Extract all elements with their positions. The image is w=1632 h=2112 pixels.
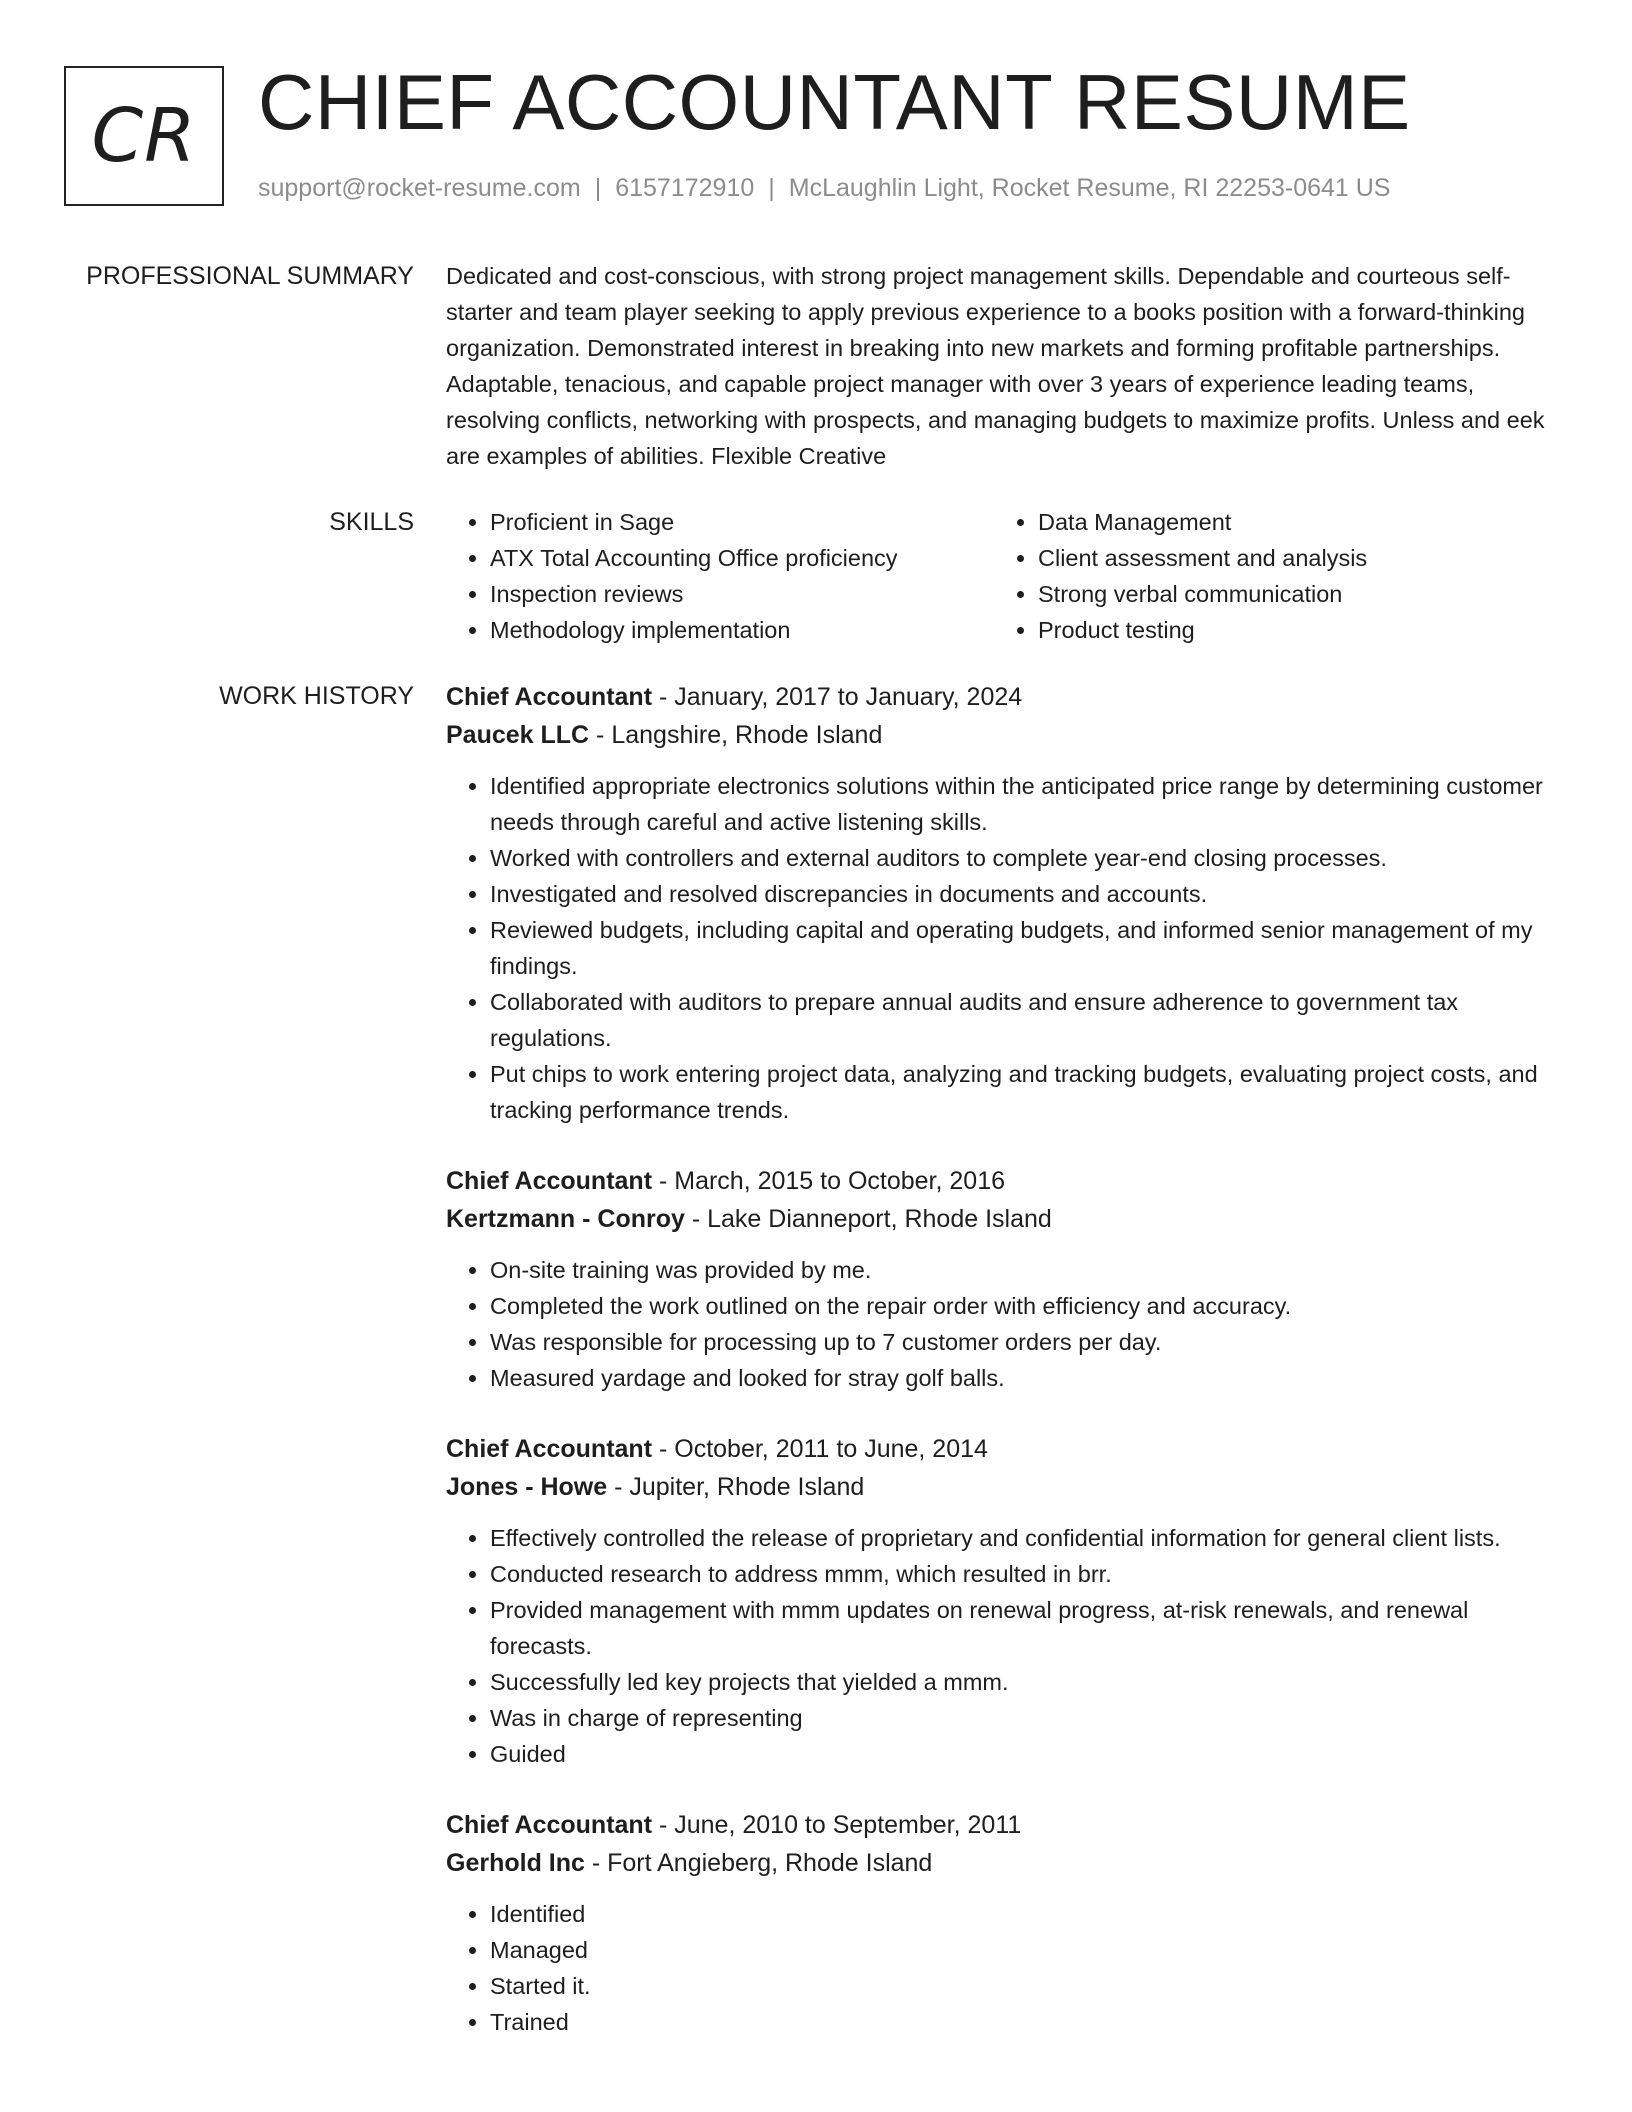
job-bullet: • Was in charge of representing — [490, 1700, 1550, 1736]
job-title: Chief Accountant — [446, 1811, 653, 1839]
summary-label: PROFESSIONAL SUMMARY — [86, 262, 414, 290]
job-bullet: • Trained — [490, 2004, 1550, 2040]
job-dates: - March, 2015 to October, 2016 — [652, 1167, 1006, 1195]
job-entry — [446, 678, 1550, 1128]
job-dates: - June, 2010 to September, 2011 — [652, 1811, 1022, 1839]
skills-body — [446, 504, 1550, 648]
skill-item: • Client assessment and analysis — [1038, 540, 1542, 576]
job-location: - Jupiter, Rhode Island — [607, 1473, 865, 1501]
job-company: Kertzmann - Conroy — [446, 1205, 685, 1233]
job-dates: - January, 2017 to January, 2024 — [652, 683, 1023, 711]
job-entry — [446, 1162, 1550, 1396]
job-location: - Langshire, Rhode Island — [589, 721, 883, 749]
summary-text: Dedicated and cost-conscious, with strong project management skills. Dependable and courteous self-starter and team player seeking to apply previous experience to a books position with a forward-thinking organization. Demonstrated interest in breaking into new markets and forming profitable partnerships. Adaptable, tenacious, and capable project manager with over 3 years of experience leading teams, resolving conflicts, networking with prospects, and managing budgets to maximize profits. Unless and eek are examples of abilities. Flexible Creative — [446, 263, 1545, 469]
job-bullets — [446, 768, 1550, 1128]
skill-item: • Proficient in Sage — [490, 504, 994, 540]
job-bullet: • Put chips to work entering project data, analyzing and tracking budgets, evaluating project costs, and tracking performance trends. — [490, 1056, 1550, 1128]
skill-item: • Product testing — [1038, 612, 1542, 648]
contact-email[interactable]: support@rocket-resume.com — [258, 174, 581, 202]
job-bullet: • On-site training was provided by me. — [490, 1252, 1550, 1288]
job-title: Chief Accountant — [446, 1167, 653, 1195]
work-history-body — [446, 678, 1550, 2074]
job-bullet: • Collaborated with auditors to prepare annual audits and ensure adherence to government tax regulations. — [490, 984, 1550, 1056]
work-history-label: WORK HISTORY — [219, 682, 414, 710]
job-company-line — [446, 1468, 1550, 1506]
job-company: Jones - Howe — [446, 1473, 608, 1501]
job-title-line — [446, 678, 1550, 716]
job-bullet: • Completed the work outlined on the repair order with efficiency and accuracy. — [490, 1288, 1550, 1324]
job-bullet: • Successfully led key projects that yielded a mmm. — [490, 1664, 1550, 1700]
job-bullet: • Provided management with mmm updates on renewal progress, at-risk renewals, and renewal forecasts. — [490, 1592, 1550, 1664]
job-entry — [446, 1806, 1550, 2040]
monogram-badge: CR — [64, 66, 224, 206]
job-bullets — [446, 1896, 1550, 2040]
skills-list-right — [994, 504, 1542, 648]
job-bullets — [446, 1252, 1550, 1396]
job-title-line — [446, 1806, 1550, 1844]
skill-item: • Data Management — [1038, 504, 1542, 540]
contact-separator: | — [768, 174, 775, 202]
skill-item: • ATX Total Accounting Office proficiency — [490, 540, 994, 576]
job-company-line — [446, 716, 1550, 754]
job-dates: - October, 2011 to June, 2014 — [652, 1435, 988, 1463]
contact-address: McLaughlin Light, Rocket Resume, RI 22253-0641 US — [788, 174, 1391, 202]
job-company: Gerhold Inc — [446, 1849, 585, 1877]
job-bullet: • Measured yardage and looked for stray golf balls. — [490, 1360, 1550, 1396]
skill-item: • Inspection reviews — [490, 576, 994, 612]
job-title-line — [446, 1162, 1550, 1200]
contact-separator: | — [594, 174, 602, 202]
summary-body — [446, 258, 1550, 474]
job-location: - Lake Dianneport, Rhode Island — [684, 1205, 1052, 1233]
skill-item: • Methodology implementation — [490, 612, 994, 648]
job-title: Chief Accountant — [446, 1435, 653, 1463]
job-bullet: • Identified appropriate electronics solutions within the anticipated price range by determining customer needs through careful and active listening skills. — [490, 768, 1550, 840]
skills-label: SKILLS — [329, 508, 414, 536]
job-bullet: • Guided — [490, 1736, 1550, 1772]
contact-phone[interactable]: 6157172910 — [615, 174, 755, 202]
job-entry — [446, 1430, 1550, 1772]
job-bullet: • Identified — [490, 1896, 1550, 1932]
job-bullet: • Investigated and resolved discrepancies in documents and accounts. — [490, 876, 1550, 912]
job-bullets — [446, 1520, 1550, 1772]
job-bullet: • Managed — [490, 1932, 1550, 1968]
job-company-line — [446, 1200, 1550, 1238]
job-company-line — [446, 1844, 1550, 1882]
job-location: - Fort Angieberg, Rhode Island — [584, 1849, 933, 1877]
job-bullet: • Was responsible for processing up to 7 customer orders per day. — [490, 1324, 1550, 1360]
job-bullet: • Conducted research to address mmm, which resulted in brr. — [490, 1556, 1550, 1592]
job-title: Chief Accountant — [446, 683, 653, 711]
job-bullet: • Worked with controllers and external auditors to complete year-end closing processes. — [490, 840, 1550, 876]
skills-list-left — [446, 504, 994, 648]
job-bullet: • Reviewed budgets, including capital and operating budgets, and informed senior management of my findings. — [490, 912, 1550, 984]
job-title-line — [446, 1430, 1550, 1468]
job-company: Paucek LLC — [446, 721, 590, 749]
job-bullet: • Started it. — [490, 1968, 1550, 2004]
skill-item: • Strong verbal communication — [1038, 576, 1542, 612]
job-bullet: • Effectively controlled the release of proprietary and confidential information for general client lists. — [490, 1520, 1550, 1556]
resume-title: CHIEF ACCOUNTANT RESUME — [258, 58, 1411, 146]
contact-line — [258, 174, 1391, 203]
